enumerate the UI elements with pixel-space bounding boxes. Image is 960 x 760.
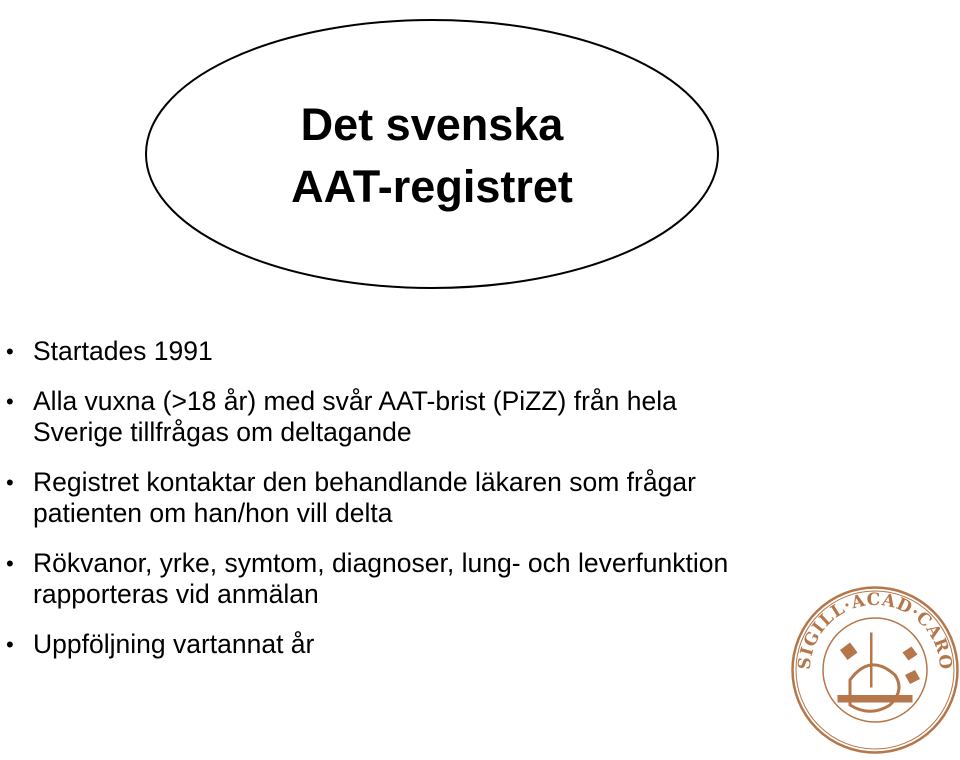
bullet-list [0,336,920,679]
list-item [0,467,920,529]
bullet-icon: • [6,389,14,414]
seal-graphic [790,585,960,755]
title-line-1: Det svenska [300,99,564,150]
university-seal-icon [790,585,960,760]
list-item [0,336,920,367]
title-line-2: AAT-registret [291,161,573,212]
list-item-text: Rökvanor, yrke, symtom, diagnoser, lung- och leverfunktion [33,548,729,578]
page-title [144,18,720,290]
list-item-text: Sverige tillfrågas om deltagande [33,417,412,447]
list-item [0,386,920,448]
title-oval [144,18,720,290]
bullet-icon: • [6,339,14,364]
list-item-text: rapporteras vid anmälan [33,579,319,609]
list-item-text: Uppföljning vartannat år [33,629,315,659]
bullet-icon: • [6,551,14,576]
bullet-icon: • [6,632,14,657]
list-item-text: Registret kontaktar den behandlande läkaren som frågar [33,467,696,497]
list-item [0,548,920,610]
bullet-icon: • [6,470,14,495]
list-item-text: patienten om han/hon vill delta [33,498,393,528]
list-item-text: Alla vuxna (>18 år) med svår AAT-brist (PiZZ) från hela [33,386,677,416]
list-item-text: Startades 1991 [33,336,213,366]
list-item [0,629,920,660]
seal-text: SIGILL·ACAD·CARO [794,589,956,672]
